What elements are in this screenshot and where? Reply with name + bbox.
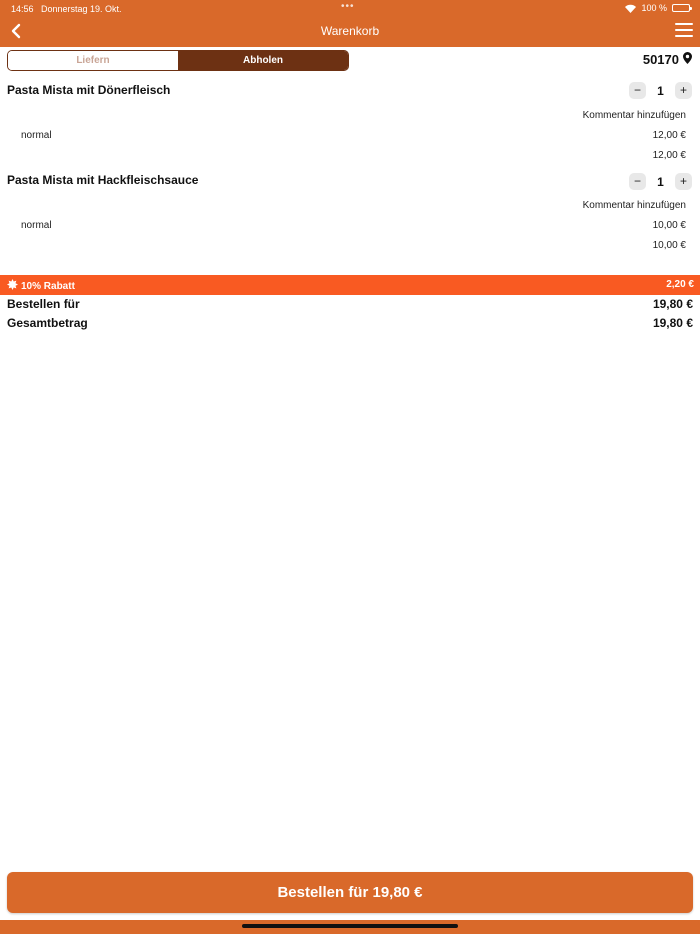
quantity-stepper [629, 173, 692, 190]
postal-code: 50170 [642, 52, 679, 67]
place-order-button[interactable]: Bestellen für 19,80 € [7, 872, 693, 913]
order-for-label: Bestellen für [7, 297, 80, 311]
total-value: 19,80 € [652, 316, 693, 330]
quantity-stepper [629, 82, 692, 99]
item-variant: normal [21, 220, 52, 231]
page-title: Warenkorb [320, 24, 380, 38]
total-label: Gesamtbetrag [7, 316, 88, 330]
discount-text: 10% Rabatt [21, 280, 75, 292]
status-bar [0, 0, 700, 16]
tab-abholen[interactable]: Abholen [178, 51, 348, 70]
home-indicator[interactable] [242, 924, 458, 928]
battery-percentage: 100 % [641, 3, 667, 13]
total-row [7, 316, 693, 330]
tab-liefern[interactable]: Liefern [8, 51, 178, 70]
battery-icon [672, 4, 690, 12]
decrease-quantity-button[interactable]: − [629, 82, 646, 99]
discount-bar [0, 275, 700, 295]
discount-label [7, 279, 75, 293]
add-comment-link[interactable]: Kommentar hinzufügen [582, 110, 686, 121]
variant-price: 12,00 € [652, 130, 686, 141]
quantity-value: 1 [657, 174, 664, 189]
postal-code-selector[interactable] [643, 52, 692, 67]
item-line-total: 12,00 € [652, 150, 686, 161]
status-time: 14:56 [11, 4, 34, 14]
increase-quantity-button[interactable]: + [675, 173, 692, 190]
increase-quantity-button[interactable]: + [675, 82, 692, 99]
quantity-value: 1 [657, 83, 664, 98]
status-date: Donnerstag 19. Okt. [41, 4, 122, 14]
status-right [625, 3, 690, 13]
item-line-total: 10,00 € [652, 240, 686, 251]
discount-amount: 2,20 € [666, 279, 694, 290]
menu-icon[interactable] [675, 23, 693, 39]
delivery-mode-toggle [7, 50, 349, 71]
location-pin-icon [683, 52, 692, 67]
variant-price: 10,00 € [652, 220, 686, 231]
badge-icon [7, 279, 18, 293]
multitasking-dots[interactable]: ••• [341, 1, 355, 12]
add-comment-link[interactable]: Kommentar hinzufügen [582, 200, 686, 211]
item-variant: normal [21, 130, 52, 141]
wifi-icon [625, 4, 636, 13]
cart-item-title: Pasta Mista mit Dönerfleisch [7, 83, 171, 97]
order-for-row [7, 297, 693, 311]
cart-item-title: Pasta Mista mit Hackfleischsauce [7, 173, 199, 187]
order-for-value: 19,80 € [652, 297, 693, 311]
decrease-quantity-button[interactable]: − [629, 173, 646, 190]
top-bar [0, 0, 700, 47]
